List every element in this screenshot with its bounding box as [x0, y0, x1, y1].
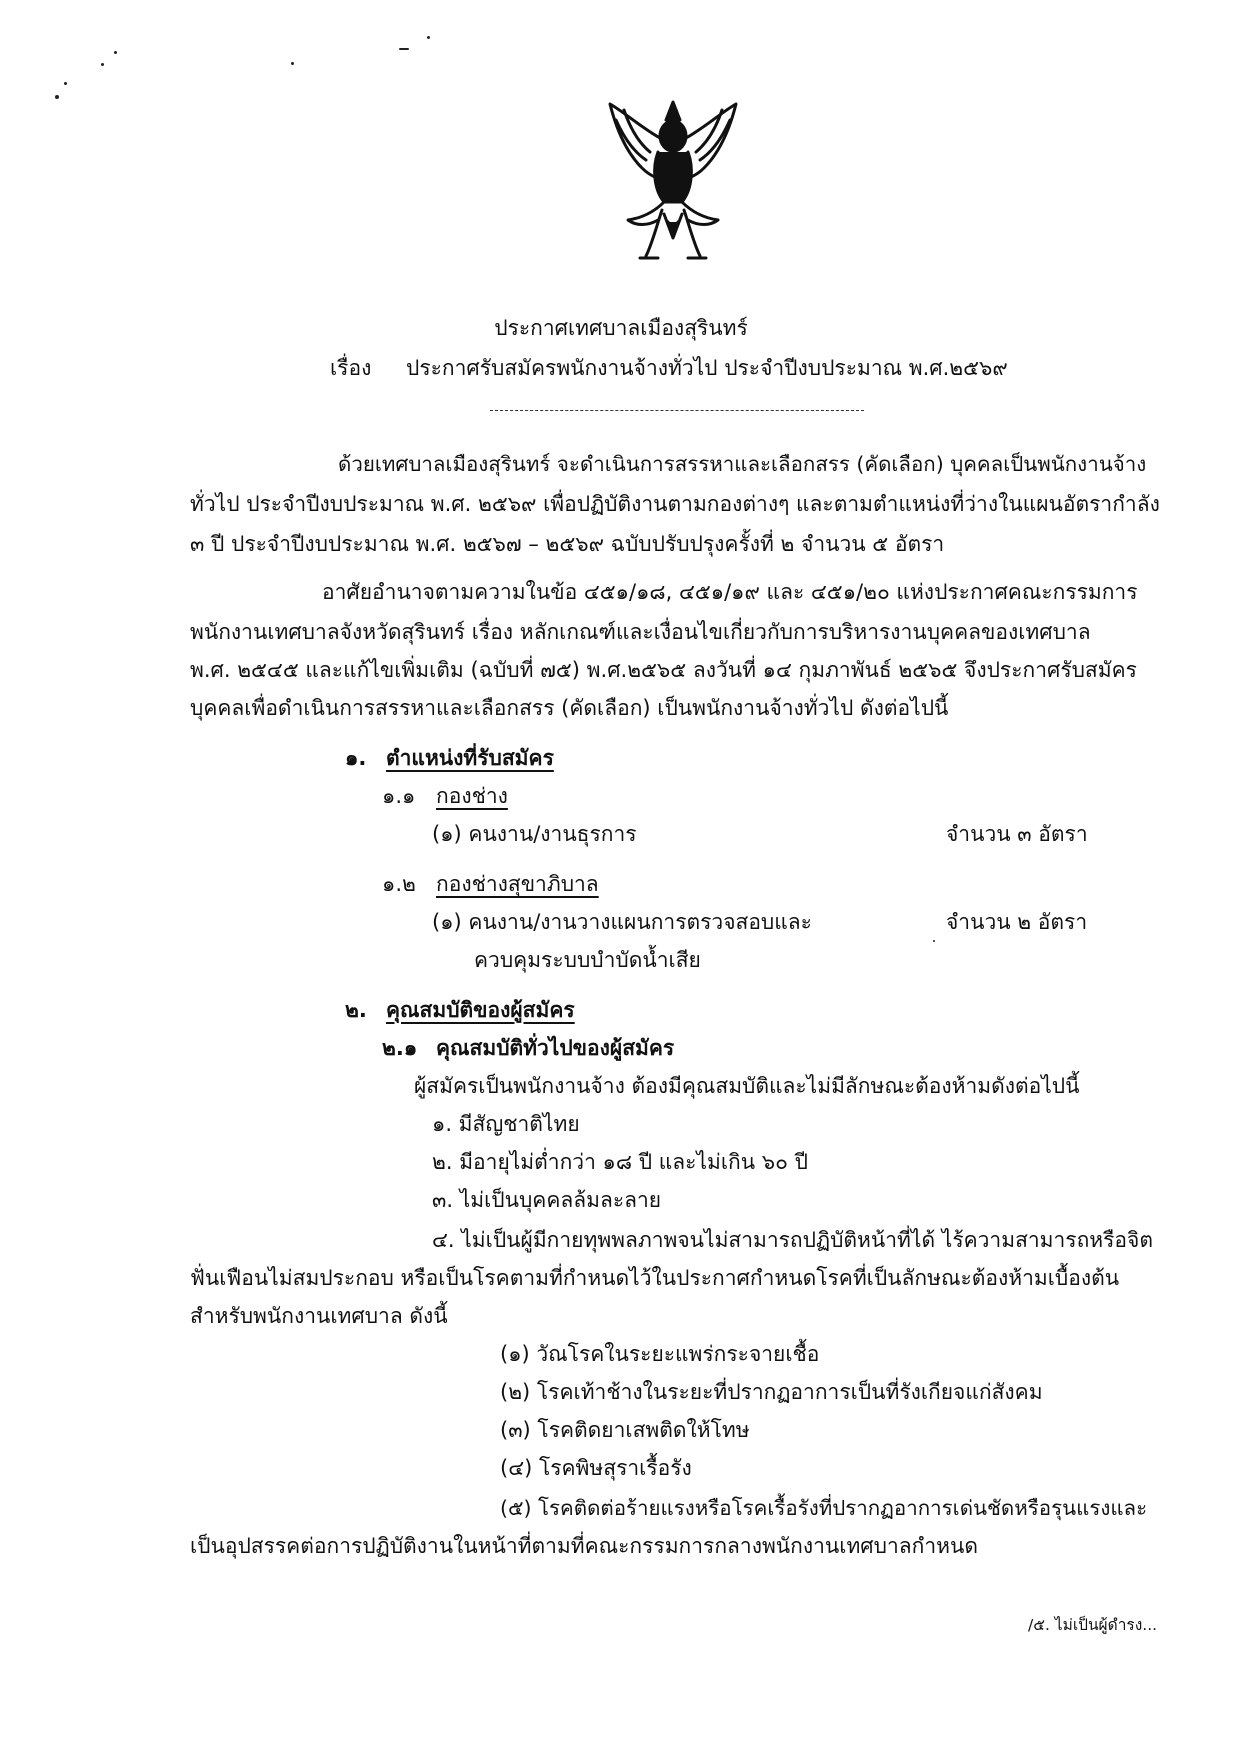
section2-1-title: คุณสมบัติทั่วไปของผู้สมัคร [436, 1036, 675, 1060]
scan-speck [933, 940, 935, 942]
page-continuation: /๕. ไม่เป็นผู้ดำรง... [1028, 1616, 1158, 1634]
qualification-item: ๓. ไม่เป็นบุคคลล้มละลาย [432, 1188, 662, 1212]
qualification-item: ๑. มีสัญชาติไทย [432, 1112, 580, 1136]
section2-1-number: ๒.๑ [382, 1036, 418, 1060]
scan-speck [55, 95, 59, 99]
scan-speck [114, 51, 117, 54]
qualification-item-continued: ฟั่นเฟือนไม่สมประกอบ หรือเป็นโรคตามที่กำหนดไว้ในประกาศกำหนดโรคที่เป็นลักษณะต้องห้ามเบื้องต้น [190, 1266, 1120, 1290]
intro-para2-line1: อาศัยอำนาจตามความในข้อ ๔๕๑/๑๘, ๔๕๑/๑๙ และ ๔๕๑/๒๐ แห่งประกาศคณะกรรมการ [322, 580, 1138, 604]
position-item: (๑) คนงาน/งานธุรการ [432, 822, 637, 846]
section1-title: ตำแหน่งที่รับสมัคร [386, 746, 554, 770]
disease-item-continued: เป็นอุปสรรคต่อการปฏิบัติงานในหน้าที่ตามที่คณะกรรมการกลางพนักงานเทศบาลกำหนด [190, 1534, 978, 1558]
position-item: (๑) คนงาน/งานวางแผนการตรวจสอบและ [432, 910, 812, 934]
subject-title: ประกาศรับสมัครพนักงานจ้างทั่วไป ประจำปีงบประมาณ พ.ศ.๒๕๖๙ [406, 356, 1008, 380]
position-item-continued: ควบคุมระบบบำบัดน้ำเสีย [474, 948, 701, 972]
qualification-item: ๒. มีอายุไม่ต่ำกว่า ๑๘ ปี และไม่เกิน ๖๐ ปี [432, 1150, 808, 1174]
disease-item: (๕) โรคติดต่อร้ายแรงหรือโรคเรื้อรังที่ปรากฏอาการเด่นชัดหรือรุนแรงและ [500, 1496, 1148, 1520]
qualification-item-continued: สำหรับพนักงานเทศบาล ดังนี้ [190, 1304, 448, 1328]
position-count: จำนวน ๓ อัตรา [946, 822, 1088, 846]
section1-number: ๑. [345, 746, 367, 770]
intro-para1-line3: ๓ ปี ประจำปีงบประมาณ พ.ศ. ๒๕๖๗ – ๒๕๖๙ ฉบับปรับปรุงครั้งที่ ๒ จำนวน ๕ อัตรา [190, 532, 945, 556]
scan-speck [427, 36, 430, 39]
position-count: จำนวน ๒ อัตรา [946, 910, 1088, 934]
intro-para2-line2: พนักงานเทศบาลจังหวัดสุรินทร์ เรื่อง หลักเกณฑ์และเงื่อนไขเกี่ยวกับการบริหารงานบุคคลของเทศบาล [190, 620, 1091, 644]
qualification-item: ๔. ไม่เป็นผู้มีกายทุพพลภาพจนไม่สามารถปฏิบัติหน้าที่ได้ ไร้ความสามารถหรือจิต [432, 1228, 1153, 1252]
intro-para2-line3: พ.ศ. ๒๕๔๕ และแก้ไขเพิ่มเติม (ฉบับที่ ๗๕) พ.ศ.๒๕๖๕ ลงวันที่ ๑๔ กุมภาพันธ์ ๒๕๖๕ จึงประกาศรับสมัคร [190, 658, 1137, 682]
issuer-title: ประกาศเทศบาลเมืองสุรินทร์ [494, 316, 748, 340]
disease-item: (๔) โรคพิษสุราเรื้อรัง [500, 1456, 692, 1480]
intro-para1-line2: ทั่วไป ประจำปีงบประมาณ พ.ศ. ๒๕๖๙ เพื่อปฏิบัติงานตามกองต่างๆ และตามตำแหน่งที่ว่างในแผนอัตรากำลัง [190, 492, 1160, 516]
intro-para2-line4: บุคคลเพื่อดำเนินการสรรหาและเลือกสรร (คัดเลือก) เป็นพนักงานจ้างทั่วไป ดังต่อไปนี้ [190, 696, 949, 720]
intro-para1-line1: ด้วยเทศบาลเมืองสุรินทร์ จะดำเนินการสรรหาและเลือกสรร (คัดเลือก) บุคคลเป็นพนักงานจ้าง [338, 452, 1147, 476]
scan-speck [291, 62, 294, 65]
section1-2-number: ๑.๒ [382, 872, 416, 896]
header-divider [490, 410, 864, 411]
garuda-emblem [602, 98, 744, 264]
disease-item: (๓) โรคติดยาเสพติดให้โทษ [500, 1418, 750, 1442]
scan-speck [64, 82, 67, 85]
section1-1-title: กองช่าง [436, 784, 508, 808]
section1-2-title: กองช่างสุขาภิบาล [436, 872, 599, 896]
section1-1-number: ๑.๑ [382, 784, 416, 808]
disease-item: (๑) วัณโรคในระยะแพร่กระจายเชื้อ [500, 1342, 820, 1366]
section2-title: คุณสมบัติของผู้สมัคร [386, 998, 575, 1022]
scan-speck [101, 63, 104, 66]
subject-label: เรื่อง [330, 356, 372, 380]
section2-number: ๒. [345, 998, 367, 1022]
qualification-lead: ผู้สมัครเป็นพนักงานจ้าง ต้องมีคุณสมบัติและไม่มีลักษณะต้องห้ามดังต่อไปนี้ [414, 1074, 1080, 1098]
scan-speck [399, 48, 409, 50]
disease-item: (๒) โรคเท้าช้างในระยะที่ปรากฏอาการเป็นที่รังเกียจแก่สังคม [500, 1380, 1043, 1404]
